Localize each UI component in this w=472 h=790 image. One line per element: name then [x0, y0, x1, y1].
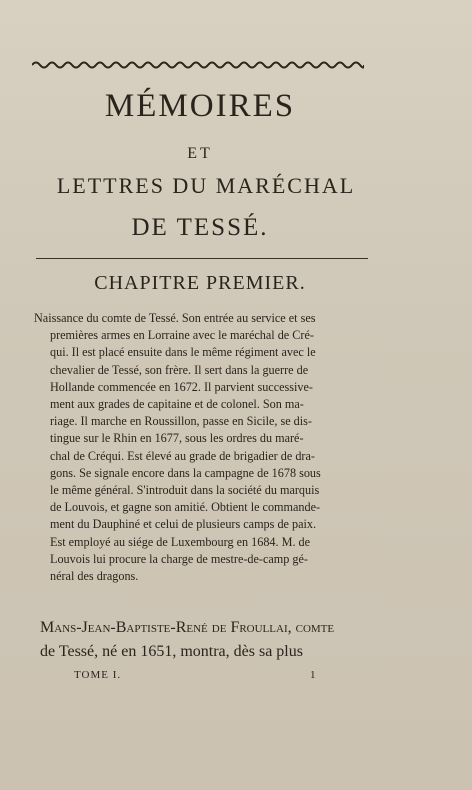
page-footer: [74, 669, 324, 681]
summary-line: Hollande commencée en 1672. Il parvient successive-: [50, 379, 313, 394]
summary-line: chal de Créqui. Est élevé au grade de brigadier de dra-: [50, 448, 315, 463]
chapter-summary: [34, 310, 372, 585]
title-lettres: LETTRES DU MARÉCHAL: [56, 173, 356, 198]
page-number: 1: [310, 669, 317, 681]
summary-line: gons. Se signale encore dans la campagne de 1678 sous: [50, 465, 321, 480]
title-de-tesse: DE TESSÉ.: [131, 214, 269, 241]
summary-line: qui. Il est placé ensuite dans le même régiment avec le: [50, 345, 316, 360]
summary-line: Est employé au siége de Luxembourg en 1684. M. de: [50, 534, 311, 549]
summary-line: riage. Il marche en Roussillon, passe en Sicile, se dis-: [50, 414, 312, 429]
summary-line: Louvois lui procure la charge de mestre-de-camp gé-: [50, 551, 308, 566]
chapter-body: [40, 616, 380, 664]
summary-line: Naissance du comte de Tessé. Son entrée au service et ses: [34, 311, 316, 325]
summary-line: le même général. S'introduit dans la société du marquis: [50, 483, 320, 498]
summary-line: premières armes en Lorraine avec le maréchal de Cré-: [50, 328, 314, 343]
summary-line: ment du Dauphiné et celui de plusieurs camps de paix.: [50, 517, 317, 532]
ornamental-border: [32, 60, 364, 70]
summary-line: de Louvois, et gagne son amitié. Obtient le commande-: [50, 500, 321, 515]
volume-label: TOME I.: [74, 669, 122, 681]
body-line: Mans-Jean-Baptiste-René de Froullai, comte: [40, 619, 335, 636]
summary-line: néral des dragons.: [50, 569, 139, 584]
title-et: ET: [187, 145, 213, 162]
summary-line: tingue sur le Rhin en 1677, sous les ordres du maré-: [50, 431, 304, 446]
body-line: de Tessé, né en 1651, montra, dès sa plus: [40, 643, 303, 660]
title-memoires: MÉMOIRES: [104, 88, 296, 124]
chapter-heading: CHAPITRE PREMIER.: [94, 272, 306, 294]
summary-line: ment aux grades de capitaine et de colonel. Son ma-: [50, 397, 304, 412]
summary-line: chevalier de Tessé, son frère. Il sert dans la guerre de: [50, 362, 309, 377]
title-rule: [36, 258, 368, 259]
